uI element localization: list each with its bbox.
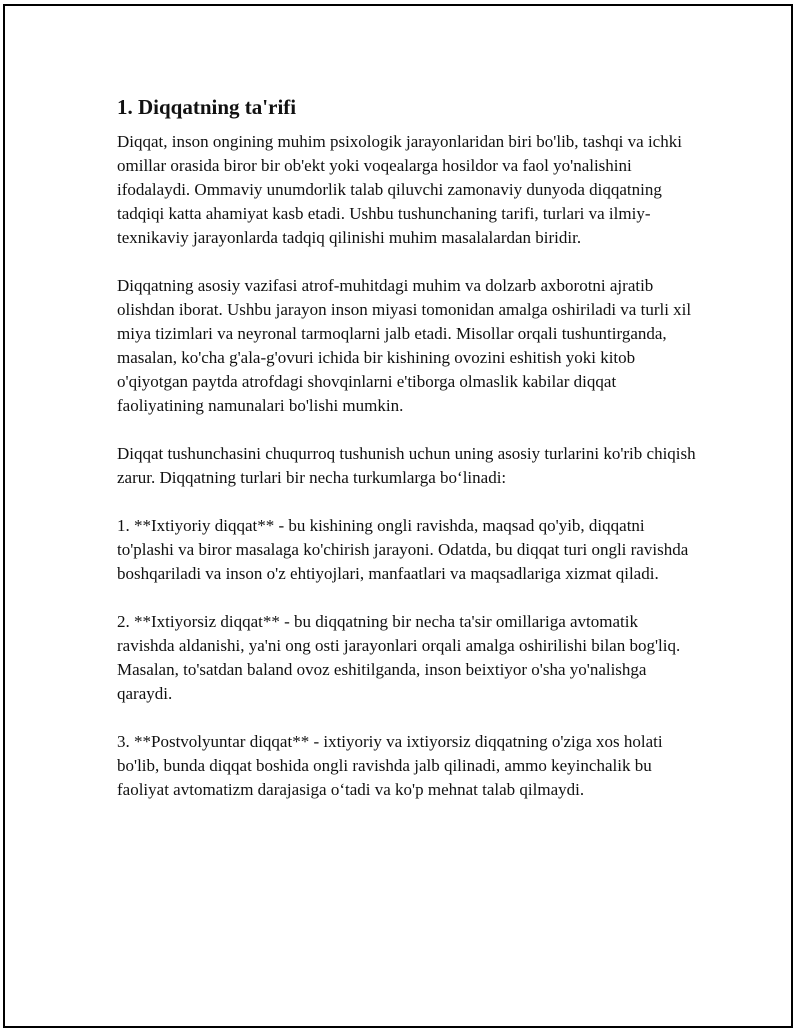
paragraph-voluntary: 1. **Ixtiyoriy diqqat** - bu kishining ongli ravishda, maqsad qo'yib, diqqatni to'plashi va biror masalaga ko'chirish jarayoni. Odatda, bu diqqat turi ongli ravishda boshqariladi va inson o'z ehtiyojlari, manfaatlari va maqsadlariga xizmat qiladi. [117,516,689,583]
paragraph-postvoluntary: 3. **Postvolyuntar diqqat** - ixtiyoriy va ixtiyorsiz diqqatning o'ziga xos holati bo'lib, bunda diqqat boshida ongli ravishda jalb qilinadi, ammo keyinchalik bu faoliyat avtomatizm darajasiga o‘tadi va ko'p mehnat talab qilmaydi. [117,732,663,799]
paragraph-function: Diqqatning asosiy vazifasi atrof-muhitdagi muhim va dolzarb axborotni ajratib olishdan iborat. Ushbu jarayon inson miyasi tomonidan amalga oshiriladi va turli xil miya tizimlari va neyronal tarmoqlarni jalb etadi. Misollar orqali tushuntirganda, masalan, ko'cha g'ala-g'ovuri ichida bir kishining ovozini eshitish yoki kitob o'qiyotgan paytda atrofdagi shovqinlarni e'tiborga olmaslik kabilar diqqat faoliyatining namunalari bo'lishi mumkin. [117,276,692,415]
section-heading: 1. Diqqatning ta'rifi [117,95,297,119]
paragraph-types-intro: Diqqat tushunchasini chuqurroq tushunish uchun uning asosiy turlarini ko'rib chiqish zarur. Diqqatning turlari bir necha turkumlarga bo‘linadi: [117,444,696,487]
paragraph-involuntary: 2. **Ixtiyorsiz diqqat** - bu diqqatning bir necha ta'sir omillariga avtomatik ravishda aldanishi, ya'ni ong osti jarayonlari orqali amalga oshirilishi bilan bog'liq. Masalan, to'satdan baland ovoz eshitilganda, inson beixtiyor o'sha yo'nalishga qaraydi. [117,612,681,703]
document-body [117,94,697,826]
paragraph-definition: Diqqat, inson ongining muhim psixologik jarayonlaridan biri bo'lib, tashqi va ichki omillar orasida biror bir ob'ekt yoki voqealarga hosildor va faol yo'nalishini ifodalaydi. Ommaviy unumdorlik talab qiluvchi zamonaviy dunyoda diqqatning tadqiqi katta ahamiyat kasb etadi. Ushbu tushunchaning tarifi, turlari va ilmiy-texnikaviy jarayonlarda tadqiq qilinishi muhim masalalardan biridir. [117,132,682,247]
